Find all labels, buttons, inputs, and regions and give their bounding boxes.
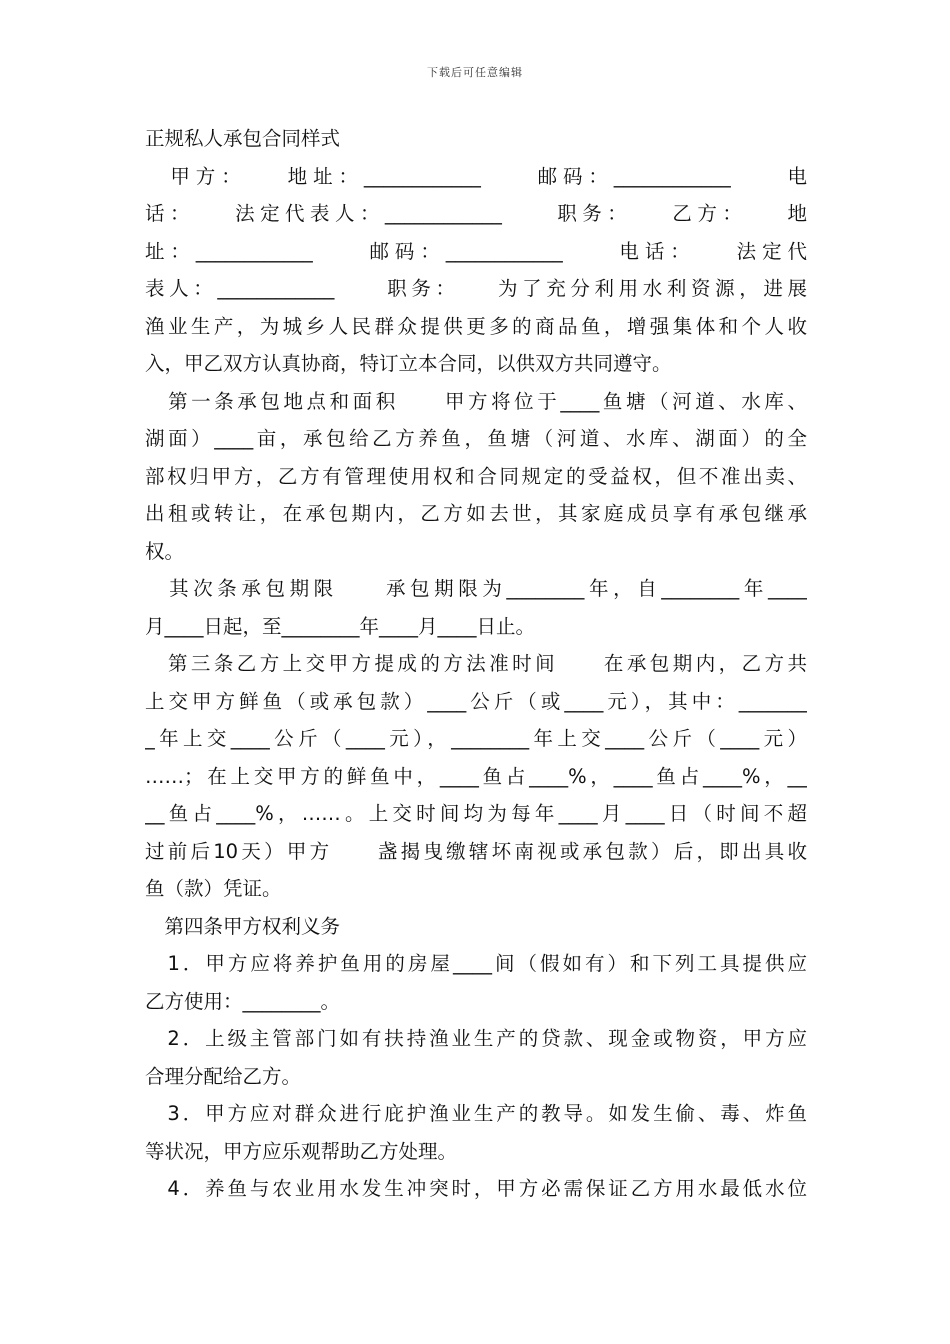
text-line: 过前后10天）甲方 盏揭曳缴辖坏南视或承包款）后，即出具收 <box>145 839 807 863</box>
text-line: 表人：____________ 职务： 为了充分利用水利资源，进展 <box>145 277 807 300</box>
text-line: 部权归甲方，乙方有管理使用权和合同规定的受益权，但不准出卖、 <box>145 464 807 488</box>
text-line: 第三条乙方上交甲方提成的方法准时间 在承包期内，乙方共 <box>145 652 807 675</box>
text-line: 其次条承包期限 承包期限为________年，自________年____ <box>145 577 807 600</box>
text-line: 上交甲方鲜鱼（或承包款）____公斤（或____元），其中：_______ <box>145 689 807 713</box>
text-line: 月____日起，至________年____月____日止。 <box>145 614 536 638</box>
text-line: 等状况，甲方应乐观帮助乙方处理。 <box>145 1139 458 1163</box>
text-line: 入，甲乙双方认真协商，特订立本合同，以供双方共同遵守。 <box>145 352 672 375</box>
text-line: 出租或转让，在承包期内，乙方如去世，其家庭成员享有承包继承 <box>145 502 807 525</box>
section-heading: 第四条甲方权利义务 <box>145 914 341 938</box>
text-line: _年上交____公斤（____元），________年上交____公斤（____元） <box>145 727 807 750</box>
text-line: 渔业生产，为城乡人民群众提供更多的商品鱼，增强集体和个人收 <box>145 314 807 338</box>
header-note: 下载后可任意编辑 <box>427 66 523 79</box>
text-line: 鱼（款）凭证。 <box>145 877 282 900</box>
contract-body <box>145 120 807 1208</box>
text-line: 1．甲方应将养护鱼用的房屋____间（假如有）和下列工具提供应 <box>145 952 807 975</box>
text-line: 2．上级主管部门如有扶持渔业生产的贷款、现金或物资，甲方应 <box>145 1027 807 1050</box>
text-line: 第一条承包地点和面积 甲方将位于____鱼塘（河道、水库、 <box>145 389 807 413</box>
text-line: 权。 <box>145 539 185 563</box>
text-line: 话： 法定代表人：____________ 职务： 乙方： 地 <box>145 202 807 225</box>
text-line: 合理分配给乙方。 <box>145 1064 302 1088</box>
text-line: 址：____________ 邮码：____________ 电话： 法定代 <box>145 239 807 263</box>
text-line: 4．养鱼与农业用水发生冲突时，甲方必需保证乙方用水最低水位 <box>145 1177 807 1200</box>
text-line: 甲方： 地址：____________ 邮码：____________ 电 <box>145 164 807 188</box>
text-line: ……；在上交甲方的鲜鱼中，____鱼占____%，____鱼占____%，__ <box>145 764 807 788</box>
document-title: 正规私人承包合同样式 <box>145 127 341 150</box>
text-line: 3．甲方应对群众进行庇护渔业生产的教导。如发生偷、毒、炸鱼 <box>145 1102 807 1125</box>
text-line: __鱼占____%，……。上交时间均为每年____月____日（时间不超 <box>145 802 807 825</box>
text-line: 湖面）____亩，承包给乙方养鱼，鱼塘（河道、水库、湖面）的全 <box>145 427 807 450</box>
text-line: 乙方使用：________。 <box>145 989 341 1013</box>
